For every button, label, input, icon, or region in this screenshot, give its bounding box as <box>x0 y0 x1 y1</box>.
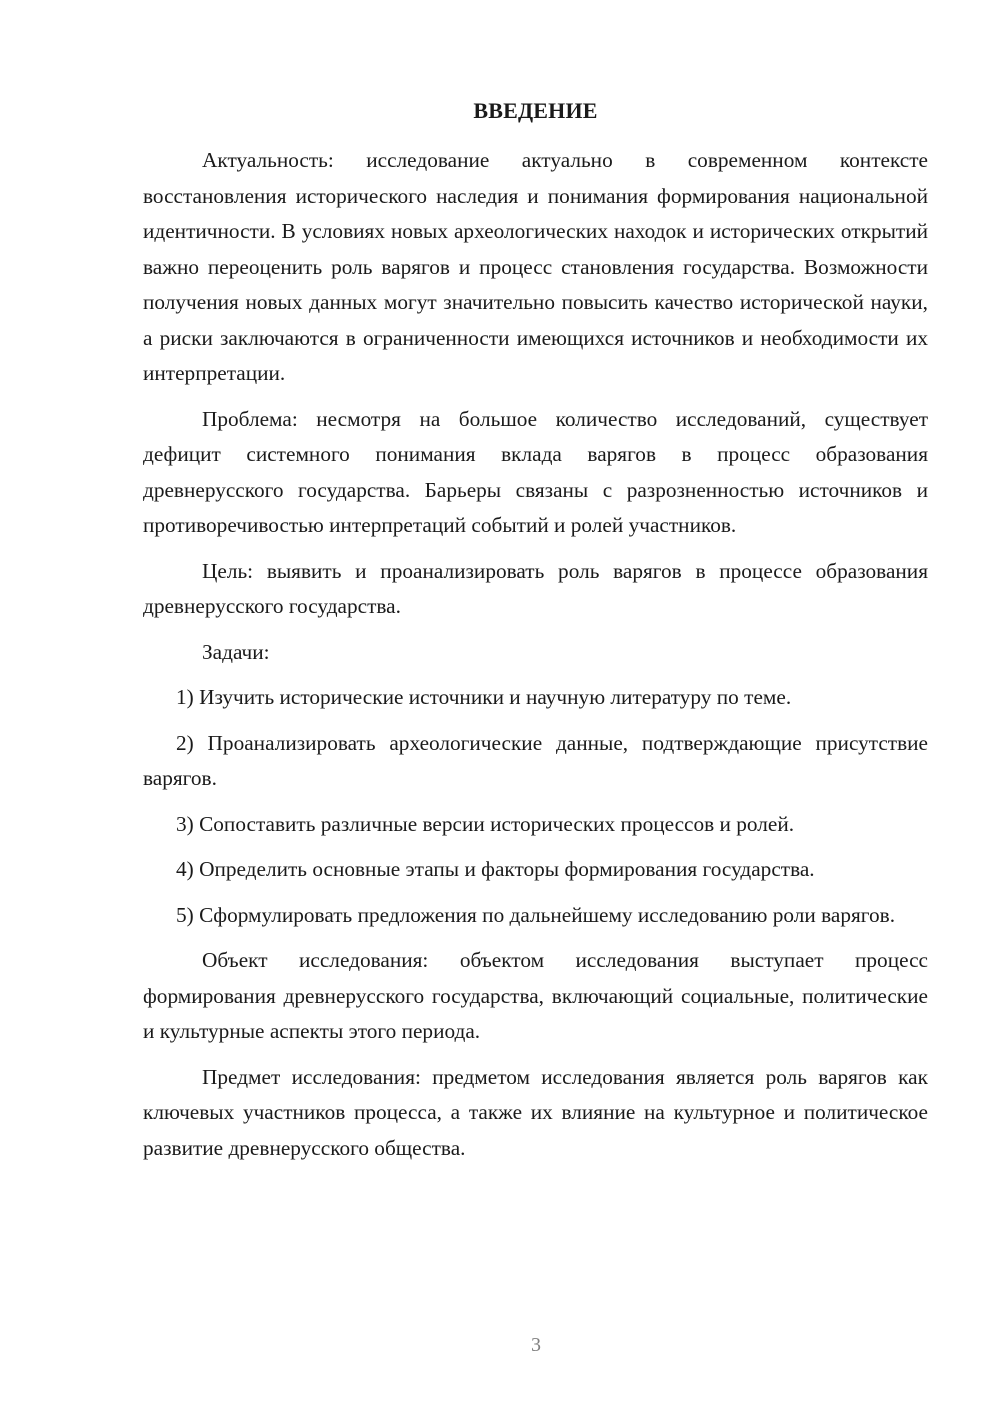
paragraph-goal: Цель: выявить и проанализировать роль варягов в процессе образования древнерусского государства. <box>143 558 928 618</box>
document-body <box>143 143 928 1166</box>
task-item-3: 3) Сопоставить различные версии исторических процессов и ролей. <box>176 811 795 836</box>
page-number: 3 <box>531 1334 541 1356</box>
section-title: ВВЕДЕНИЕ <box>473 98 598 123</box>
task-item-1: 1) Изучить исторические источники и научную литературу по теме. <box>176 685 792 709</box>
paragraph-subject: Предмет исследования: предметом исследования является роль варягов как ключевых участников процесса, а также их влияние на культурное и политическое развитие древнерусского общества. <box>143 1064 928 1160</box>
paragraph-problem: Проблема: несмотря на большое количество исследований, существует дефицит системного понимания вклада варягов в процесс образования древнерусского государства. Барьеры связаны с разрозненностью источников и противоречивостью интерпретаций событий и ролей участников. <box>143 406 928 537</box>
tasks-heading: Задачи: <box>202 639 270 664</box>
paragraph-relevance: Актуальность: исследование актуально в современном контексте восстановления исторического наследия и понимания формирования национальной идентичности. В условиях новых археологических находок и исторических открытий важно переоценить роль варягов и процесс становления государства. Возможности получения новых данных могут значительно повысить качество исторической науки, а риски заключаются в ограниченности имеющихся источников и необходимости их интерпретации. <box>143 148 928 385</box>
task-item-4: 4) Определить основные этапы и факторы формирования государства. <box>176 857 815 881</box>
paragraph-object: Объект исследования: объектом исследования выступает процесс формирования древнерусского государства, включающий социальные, политические и культурные аспекты этого периода. <box>143 948 928 1043</box>
task-item-2: 2) Проанализировать археологические данные, подтверждающие присутствие варягов. <box>143 730 928 790</box>
task-item-5: 5) Сформулировать предложения по дальнейшему исследованию роли варягов. <box>176 902 896 927</box>
